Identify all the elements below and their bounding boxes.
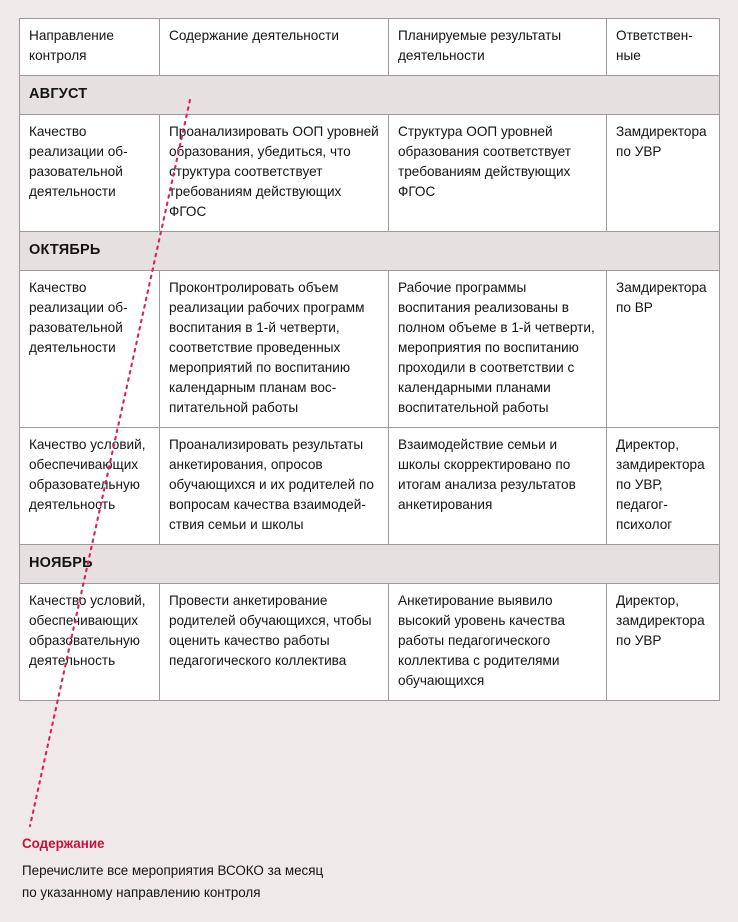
month-label: АВГУСТ [20,75,720,114]
cell-content: Проанализировать результаты анкетирования, опросов обучающихся и их родителей по вопросам качества взаимодействия семьи и школы [160,428,389,545]
cell-content: Провести анкетирование родителей обучающихся, чтобы оценить качество работы педагогического коллектива [160,584,389,701]
callout-note [22,836,662,903]
table-body [20,75,720,700]
callout-text [22,860,662,903]
cell-results: Анкетирование выявило высокий уровень качества работы педагогического коллектива с родителями обучающихся [389,584,607,701]
cell-direction: Качество реализации образовательной деятельности [20,115,160,232]
cell-results: Рабочие программы воспитания реализованы в полном объеме в 1-й четверти, мероприятия по воспитанию проходили в соответствии с календарными планами воспитательной работы [389,271,607,428]
cell-results: Структура ООП уровней образования соответствует требованиям действующих ФГОС [389,115,607,232]
callout-title: Содержание [22,836,105,851]
month-section-header [20,545,720,584]
table-row [20,428,720,545]
column-header-results [389,19,607,76]
column-header-content [160,19,389,76]
column-header-responsible-line1: Ответствен- [616,28,693,43]
column-header-direction-line1: Направление [29,28,114,43]
cell-direction: Качество реализации образовательной деятельности [20,271,160,428]
column-header-responsible [607,19,720,76]
table-header-row [20,19,720,76]
callout-text-line1: Перечислите все мероприятия ВСОКО за месяц [22,863,324,878]
vsoko-table-container [19,18,719,701]
vsoko-table [19,18,720,701]
cell-content: Проанализировать ООП уровней образования, убедиться, что структура соответствует требованиям действующих ФГОС [160,115,389,232]
table-row [20,271,720,428]
month-section-header [20,232,720,271]
column-header-content-line1: Содержание деятельности [169,28,339,43]
cell-content: Проконтролировать объем реализации рабочих программ воспитания в 1-й четверти, соответствие проведенных мероприятий по воспитанию календарным планам воспитательной работы [160,271,389,428]
cell-responsible: Директор, замдиректора по УВР [607,584,720,701]
table-header [20,19,720,76]
column-header-responsible-line2: ные [616,47,641,63]
month-section-header [20,75,720,114]
column-header-direction-line2: контроля [29,47,87,63]
table-row [20,584,720,701]
callout-text-line2: по указанному направлению контроля [22,884,261,900]
month-label: ОКТЯБРЬ [20,232,720,271]
cell-responsible: Директор, замдиректора по УВР, педагог-психолог [607,428,720,545]
cell-results: Взаимодействие семьи и школы скорректировано по итогам анализа результатов анкетирования [389,428,607,545]
cell-responsible: Замдиректора по УВР [607,115,720,232]
column-header-results-line1: Планируемые результаты [398,28,562,43]
cell-direction: Качество условий, обеспечивающих образовательную деятельность [20,428,160,545]
column-header-direction [20,19,160,76]
table-row [20,115,720,232]
column-header-results-line2: деятельности [398,47,485,63]
cell-direction: Качество условий, обеспечивающих образовательную деятельность [20,584,160,701]
cell-responsible: Замдиректора по ВР [607,271,720,428]
month-label: НОЯБРЬ [20,545,720,584]
